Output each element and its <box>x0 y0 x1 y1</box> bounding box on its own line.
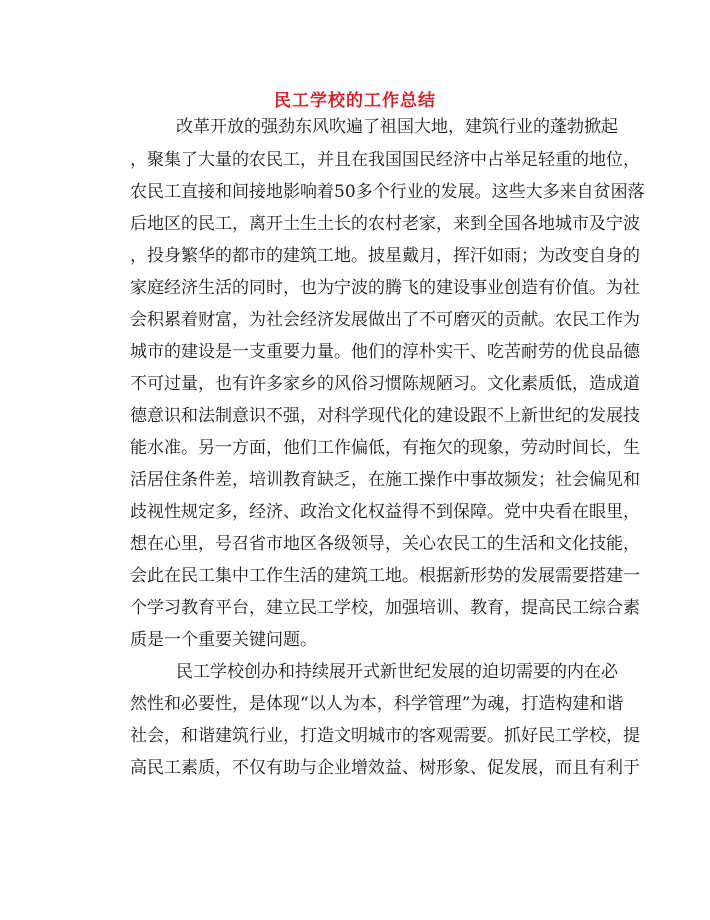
paragraph-1-line-14: 想在心里，号召省市地区各级领导，关心农民工的生活和文化技能， <box>130 534 640 554</box>
paragraph-1-line-2: ，聚集了大量的农民工，并且在我国国民经济中占举足轻重的地位， <box>130 150 640 170</box>
paragraph-2-line-3: 社会，和谐建筑行业，打造文明城市的客观需要。抓好民工学校，提 <box>130 726 640 746</box>
paragraph-1-line-9: 不可过量，也有许多家乡的风俗习惯陈规陋习。文化素质低，造成道 <box>130 374 640 394</box>
paragraph-2-line-1: 民工学校创办和持续展开式新世纪发展的迫切需要的内在必 <box>176 662 618 682</box>
paragraph-2-line-4: 高民工素质，不仅有助与企业增效益、树形象、促发展，而且有利于 <box>130 758 640 778</box>
paragraph-1-line-17: 质是一个重要关键问题。 <box>130 630 317 650</box>
paragraph-1-line-7: 会积累着财富，为社会经济发展做出了不可磨灭的贡献。农民工作为 <box>130 310 640 330</box>
paragraph-1-line-4: 后地区的民工，离开土生土长的农村老家，来到全国各地城市及宁波 <box>130 214 640 234</box>
paragraph-1-line-10: 德意识和法制意识不强，对科学现代化的建设跟不上新世纪的发展技 <box>130 406 640 426</box>
paragraph-1-line-8: 城市的建设是一支重要力量。他们的淳朴实干、吃苦耐劳的优良品德 <box>130 342 640 362</box>
paragraph-1-line-1: 改革开放的强劲东风吹遍了祖国大地，建筑行业的蓬勃掀起 <box>176 117 618 137</box>
paragraph-1-line-12: 活居住条件差，培训教育缺乏，在施工操作中事故频发；社会偏见和 <box>130 470 640 490</box>
paragraph-1-line-15: 会此在民工集中工作生活的建筑工地。根据新形势的发展需要搭建一 <box>130 566 640 586</box>
paragraph-1-line-6: 家庭经济生活的同时，也为宁波的腾飞的建设事业创造有价值。为社 <box>130 278 640 298</box>
paragraph-1-line-3: 农民工直接和间接地影响着50多个行业的发展。这些大多来自贫困落 <box>130 182 645 202</box>
paragraph-2-line-2: 然性和必要性，是体现“以人为本，科学管理”为魂，打造构建和谐 <box>130 694 624 714</box>
paragraph-1-line-11: 能水准。另一方面，他们工作偏低，有拖欠的现象，劳动时间长，生 <box>130 438 640 458</box>
paragraph-1-line-16: 个学习教育平台，建立民工学校，加强培训、教育，提高民工综合素 <box>130 598 640 618</box>
paragraph-1-line-5: ，投身繁华的都市的建筑工地。披星戴月，挥汗如雨；为改变自身的 <box>130 246 640 266</box>
document-title: 民工学校的工作总结 <box>274 91 436 111</box>
paragraph-1-line-13: 歧视性规定多，经济、政治文化权益得不到保障。党中央看在眼里， <box>130 502 640 522</box>
